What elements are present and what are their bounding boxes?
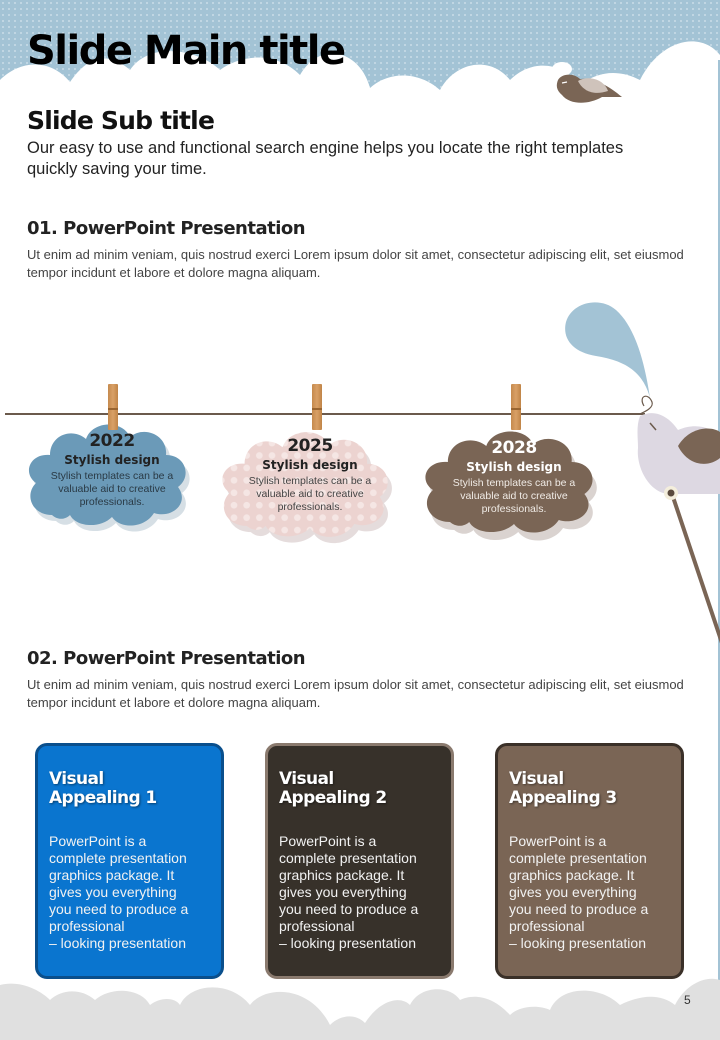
card-body: PowerPoint is a complete presentation graphics package. It gives you everything you need to produce a professional – looking presentation (509, 833, 649, 951)
card-title-line2: Appealing 1 (49, 788, 157, 808)
footer-clouds-decoration (0, 975, 720, 1040)
card-title-line1: Visual (509, 769, 564, 789)
cloud-year: 2022 (89, 431, 135, 451)
feature-card-2 (265, 743, 454, 979)
section1-text: Ut enim ad minim veniam, quis nostrud exerci Lorem ipsum dolor sit amet, consectetur adipiscing elit, set eiusmod tempor incidunt et labore et dolore magna aliquam. (27, 247, 684, 280)
card-body: PowerPoint is a complete presentation graphics package. It gives you everything you need to produce a professional – looking presentation (279, 833, 419, 951)
cloud-text: Stylish templates can be a valuable aid to creative professionals. (50, 470, 174, 508)
card-title-line1: Visual (279, 769, 334, 789)
card-body: PowerPoint is a complete presentation graphics package. It gives you everything you need to produce a professional – looking presentation (49, 833, 189, 951)
clothespin-icon (312, 384, 322, 430)
feature-card-1 (35, 743, 224, 979)
cloud-text: Stylish templates can be a valuable aid to creative professionals. (248, 475, 372, 513)
cloud-heading: Stylish design (262, 458, 358, 472)
cloud-year: 2025 (287, 436, 333, 456)
card-title (49, 770, 209, 808)
cloud-heading: Stylish design (466, 460, 562, 474)
card-title (279, 770, 439, 808)
sub-description: Our easy to use and functional search engine helps you locate the right templates quickly saving your time. (27, 139, 624, 178)
cloud-heading: Stylish design (64, 453, 160, 467)
feature-card-3 (495, 743, 684, 979)
section2-title: 02. PowerPoint Presentation (27, 648, 306, 669)
section2-text: Ut enim ad minim veniam, quis nostrud exerci Lorem ipsum dolor sit amet, consectetur adipiscing elit, set eiusmod tempor incidunt et labore et dolore magna aliquam. (27, 677, 684, 710)
sub-title: Slide Sub title (27, 106, 215, 135)
bird-on-stick-icon (560, 298, 720, 658)
page-number: 5 (684, 993, 691, 1007)
section1-title: 01. PowerPoint Presentation (27, 218, 306, 239)
clothespin-icon (108, 384, 118, 430)
bird-icon-top (548, 55, 628, 115)
card-title-line2: Appealing 2 (279, 788, 387, 808)
cloud-text: Stylish templates can be a valuable aid to creative professionals. (452, 477, 576, 515)
clothespin-icon (511, 384, 521, 430)
card-title (509, 770, 669, 808)
timeline-cloud-2025 (215, 412, 405, 552)
cloud-year: 2028 (491, 438, 537, 458)
main-title: Slide Main title (27, 28, 345, 74)
card-title-line1: Visual (49, 769, 104, 789)
card-title-line2: Appealing 3 (509, 788, 617, 808)
